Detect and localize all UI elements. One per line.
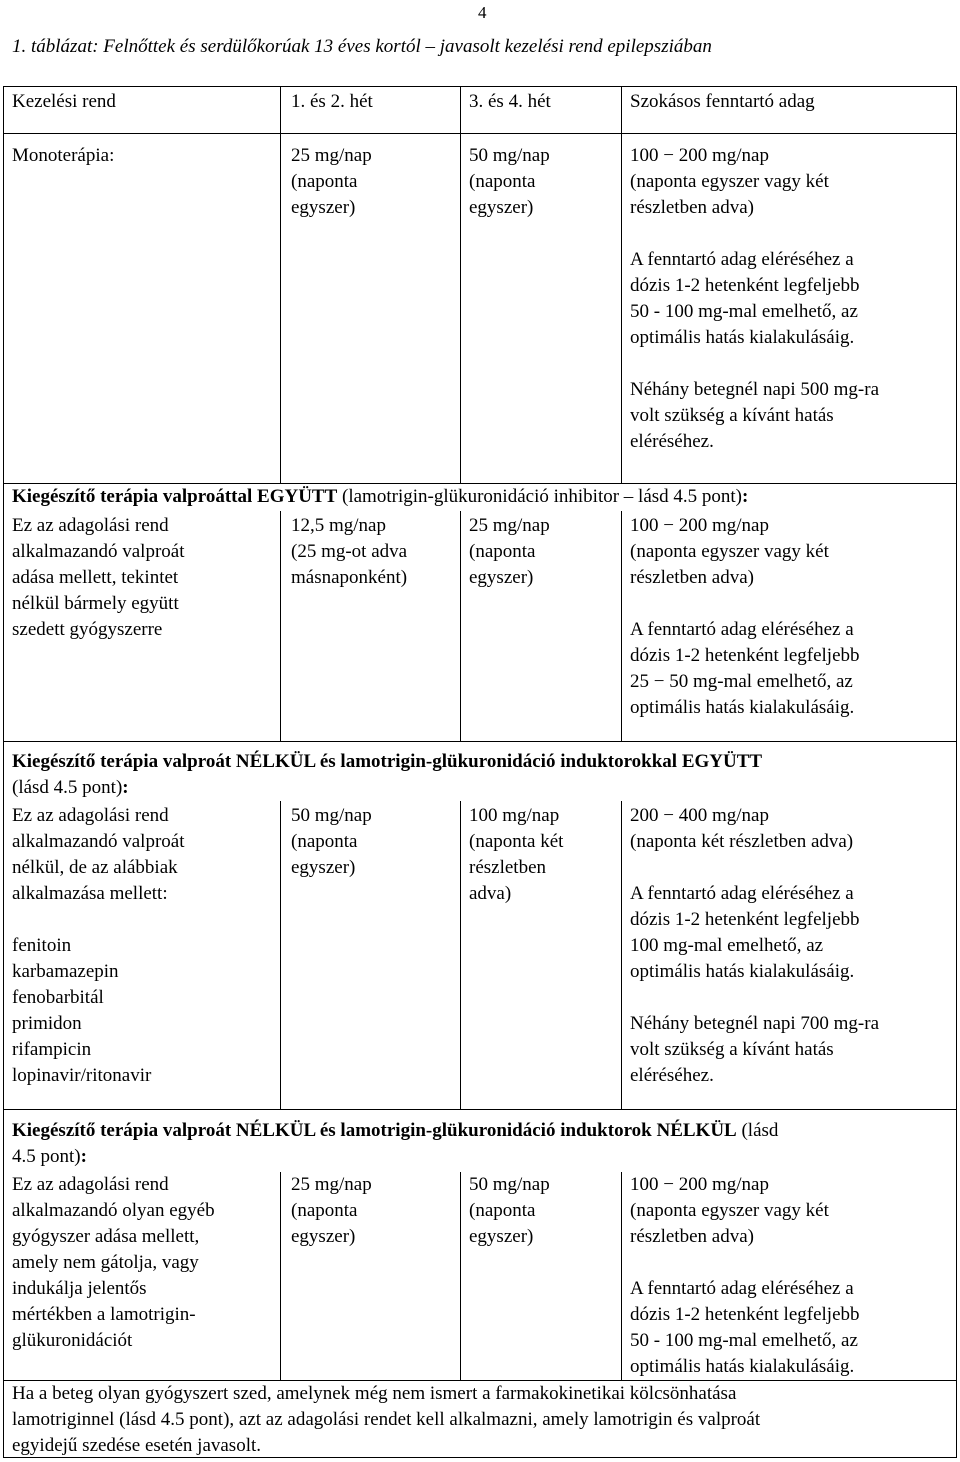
non-inducers-maintenance: 100 − 200 mg/nap (naponta egyszer vagy két részletben adva) A fenntartó adag eléréséhez a dózis 1-2 hetenként legfeljebb 50 - 100 mg-mal emelhető, az optimális hatás kialakulásáig. [630, 1174, 860, 1377]
monotherapy-label: Monoterápia: [12, 145, 115, 166]
row-divider [4, 133, 956, 134]
monotherapy-week-1-2: 25 mg/nap (naponta egyszer) [291, 145, 372, 218]
inducers-week-1-2: 50 mg/nap (naponta egyszer) [291, 805, 372, 878]
non-inducers-label: Ez az adagolási rend alkalmazandó olyan egyéb gyógyszer adása mellett, amely nem gátolja, vagy indukálja jelentős mértékben a lamotrigin- glükuronidációt [12, 1174, 215, 1351]
column-divider [621, 1172, 622, 1380]
header-maintenance: Szokásos fenntartó adag [630, 91, 815, 112]
row-divider [4, 1109, 956, 1110]
column-divider [621, 511, 622, 741]
table-caption: 1. táblázat: Felnőttek és serdülőkorúak 13 éves kortól – javasolt kezelési rend epilepsziában [12, 36, 712, 57]
column-divider [280, 1172, 281, 1380]
header-week-3-4: 3. és 4. hét [469, 91, 551, 112]
column-divider [280, 511, 281, 741]
column-divider [280, 87, 281, 483]
valproate-week-3-4: 25 mg/nap (naponta egyszer) [469, 515, 550, 588]
column-divider [460, 511, 461, 741]
column-divider [460, 801, 461, 1109]
non-inducers-section-heading: Kiegészítő terápia valproát NÉLKÜL és lamotrigin-glükuronidáció induktorok NÉLKÜL (lásd 4.5 pont): [12, 1120, 779, 1167]
row-divider [4, 741, 956, 742]
monotherapy-maintenance: 100 − 200 mg/nap (naponta egyszer vagy két részletben adva) A fenntartó adag eléréséhez a dózis 1-2 hetenként legfeljebb 50 - 100 mg-mal emelhető, az optimális hatás kialakulásáig. Néhány betegnél napi 500 mg-ra volt szükség a kívánt hatás eléréséhez. [630, 145, 880, 452]
valproate-week-1-2: 12,5 mg/nap (25 mg-ot adva másnaponként) [291, 515, 408, 588]
column-divider [280, 801, 281, 1109]
page-number: 4 [478, 3, 487, 22]
inducers-label: Ez az adagolási rend alkalmazandó valproát nélkül, de az alábbiak alkalmazása mellett: fenitoin karbamazepin fenobarbitál primidon rifampicin lopinavir/ritonavir [12, 805, 185, 1086]
non-inducers-week-1-2: 25 mg/nap (naponta egyszer) [291, 1174, 372, 1247]
inducers-section-heading: Kiegészítő terápia valproát NÉLKÜL és lamotrigin-glükuronidáció induktorokkal EGYÜTT (lásd 4.5 pont): [12, 751, 763, 798]
column-divider [460, 1172, 461, 1380]
inducers-maintenance: 200 − 400 mg/nap (naponta két részletben adva) A fenntartó adag eléréséhez a dózis 1-2 hetenként legfeljebb 100 mg-mal emelhető, az optimális hatás kialakulásáig. Néhány betegnél napi 700 mg-ra volt szükség a kívánt hatás eléréséhez. [630, 805, 880, 1086]
column-divider [621, 801, 622, 1109]
inducers-week-3-4: 100 mg/nap (naponta két részletben adva) [469, 805, 564, 904]
footer-note: Ha a beteg olyan gyógyszert szed, amelynek még nem ismert a farmakokinetikai kölcsönhatása lamotriginnel (lásd 4.5 pont), azt az adagolási rendet kell alkalmazni, amely lamotrigin és valproát egyidejű szedése esetén javasolt. [12, 1383, 761, 1456]
header-treatment: Kezelési rend [12, 91, 116, 112]
non-inducers-week-3-4: 50 mg/nap (naponta egyszer) [469, 1174, 550, 1247]
valproate-maintenance: 100 − 200 mg/nap (naponta egyszer vagy két részletben adva) A fenntartó adag eléréséhez a dózis 1-2 hetenként legfeljebb 25 − 50 mg-mal emelhető, az optimális hatás kialakulásáig. [630, 515, 860, 718]
valproate-label: Ez az adagolási rend alkalmazandó valproát adása mellett, tekintet nélkül bármely együtt szedett gyógyszerre [12, 515, 185, 640]
dosing-table [3, 86, 957, 1458]
valproate-section-heading: Kiegészítő terápia valproáttal EGYÜTT (lamotrigin-glükuronidáció inhibitor – lásd 4.5 pont): [12, 486, 749, 507]
monotherapy-week-3-4: 50 mg/nap (naponta egyszer) [469, 145, 550, 218]
column-divider [621, 87, 622, 483]
column-divider [460, 87, 461, 483]
header-week-1-2: 1. és 2. hét [291, 91, 373, 112]
